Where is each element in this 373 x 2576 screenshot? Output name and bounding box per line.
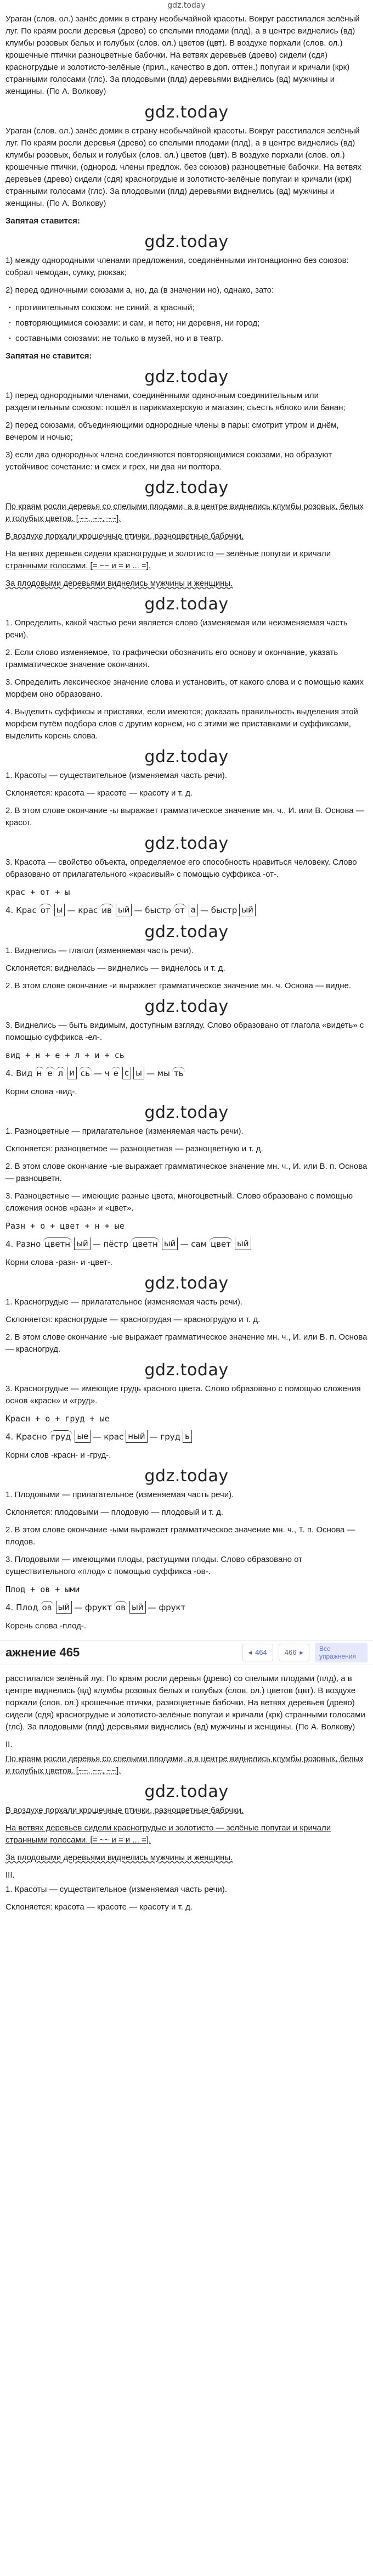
- parsed-sentence-2: В воздухе порхали крошечные птички, разноцветные бабочки.: [5, 531, 244, 541]
- morph-ending: ы: [133, 1067, 144, 1079]
- morph-ending: ый: [235, 1237, 251, 1250]
- analysis-line: Корни слова -вид-.: [5, 1087, 77, 1096]
- parsed-sentence-1: По краям росли деревья со спелыми плодами, а в центре виднелись клумбы розовых, белых и голубых цветов. [~~, ~~, ~~].: [5, 502, 364, 523]
- analysis-line: 1. Красоты — существительное (изменяемая часть речи).: [5, 771, 227, 780]
- analysis-line: 2. В этом слове окончание -ыми выражает грамматическое значение мн. ч., Т. п. Основа — плодов.: [5, 1525, 355, 1547]
- morpheme-scheme: Плод + ов + ыми: [5, 1584, 80, 1594]
- prev-exercise-button[interactable]: [242, 1644, 273, 1661]
- analysis-line: 3. Красота — свойство объекта, определяемое его способность нравиться человеку. Слово образовано от прилагательного «красивый» с помощью суффикса -от-.: [5, 858, 357, 879]
- comma-rule-list: [5, 302, 368, 345]
- section-number: II.: [5, 1740, 13, 1749]
- answer-sentence-2: В воздухе порхали крошечные птички, разноцветные бабочки.: [5, 1806, 244, 1815]
- list-item: · противительным союзом: не синий, а красный;: [5, 302, 368, 314]
- analysis-line: Корень слова -плод-.: [5, 1621, 87, 1631]
- morph-part: — пёстр: [92, 1239, 129, 1249]
- comma-rule-1: 1) между однородными членами предложения, соединёнными интонационно без союзов: собрал чемодан, сумку, рюкзак;: [5, 256, 349, 277]
- analysis-line: 1. Красногрудые — прилагательное (изменяемая часть речи).: [5, 1297, 243, 1307]
- morph-ending: ый: [129, 1601, 146, 1614]
- morpheme-breakdown: [5, 904, 368, 916]
- nocomma-rule-heading: Запятая не ставится:: [5, 351, 92, 361]
- analysis-line: 3. Плодовыми — имеющими плоды, растущими плоды. Слово образовано от существительного «плод» с помощью суффикса -ов-.: [5, 1555, 303, 1576]
- morph-part: 4. Красно: [5, 1432, 47, 1442]
- analysis-line: 3. Виднелись — быть видимым, доступным взгляду. Слово образовано от глагола «видеть» с помощью суффикса -ел-.: [5, 1021, 364, 1042]
- analysis-line: 3. Разноцветные — имеющие разные цвета, многоцветный. Слово образовано с помощью сложения основ «разн» и «цвет».: [5, 1191, 353, 1213]
- word-analysis-1: [5, 770, 368, 916]
- morph-suffix: ть: [172, 1067, 185, 1079]
- exercise-navbar: [0, 1640, 373, 1665]
- task-step-2: 2. Если слово изменяемое, то графически обозначить его основу и окончание, указать грамматическое значение окончания.: [5, 648, 338, 669]
- analysis-line: Склоняется: виднелась — виднелись — виднелось и т. д.: [5, 964, 225, 973]
- all-exercises-button[interactable]: Все упражнения: [315, 1643, 368, 1662]
- morph-root: цветн: [131, 1237, 160, 1250]
- watermark: gdz.today: [144, 367, 229, 387]
- answer-line: 1. Красоты — существительное (изменяемая часть речи).: [5, 1885, 227, 1894]
- answer-block: [5, 1673, 368, 1913]
- morpheme-breakdown: [5, 1430, 368, 1443]
- watermark: gdz.today: [144, 747, 229, 766]
- analysis-line: 3. Красногрудые — имеющие грудь красного цвета. Слово образовано с помощью сложения основ «красн» и «груд».: [5, 1384, 361, 1405]
- morph-root: груд: [49, 1430, 73, 1443]
- watermark: gdz.today: [144, 595, 229, 614]
- exercise-title: ажнение 465: [5, 1645, 80, 1659]
- watermark-top: gdz.today: [167, 1, 206, 10]
- morph-ending: ы: [54, 904, 65, 916]
- task-step-1: 1. Определить, какой частью речи является слово (изменяемая или неизменяемая часть речи).: [5, 618, 348, 640]
- nocomma-rule-3: 3) если два однородных члена соединяются повторяющимися союзами, но образуют устойчивое сочетание: и смех и грех, ни два ни полтора.: [5, 450, 332, 472]
- exercise-text-repeat: расстилался зелёный луг. По краям росли деревья (древо) со спелыми плодами (плд), а в центре виднелись (вд) клумбы розовых белых и голубых (слов. ол.) цветов (цвт). В воздухе порхали (слов. ол.) крошечные птички, разноцветные бабочки. На ветвях деревьев (древо) сидели (сдя) красногрудые и золотисто-зелёные попугаи и кричали (крк) странными голосами (глс). За плодовыми (плд) деревьями виднелись (вд) мужчины и женщины. (По А. Волкову): [5, 1674, 365, 1732]
- nocomma-rule-1: 1) перед однородными членами, соединёнными одиночным соединительным или разделительным союзом: пошёл в парикмахерскую и магазин; съесть яблоко или банан;: [5, 391, 346, 412]
- morpheme-breakdown: [5, 1601, 368, 1614]
- morph-suffix: е: [112, 1067, 120, 1079]
- watermark: gdz.today: [144, 1360, 229, 1380]
- answer-sentence-3: На ветвях деревьев сидели красногрудые и золотисто — зелёные попугаи и кричали странными голосами. [= ~~ и = и ... =].: [5, 1823, 331, 1845]
- exercise-text-annotated: Ураган (слов. ол.) занёс домик в страну необычайной красоты. Вокруг расстилался зелёный луг. По краям росли деревья (древо) со спелыми плодами (плд), а в центре виднелись (вд) клумбы розовых, белых и голубых (слов. ол.) цветов (цвт). В воздухе порхали (слов. ол.) крошечные птички, (однород. члены предлож. без союзов) разноцветные бабочки. На ветвях деревьев (древо) сидели (сдя) красногрудые и золотисто-зелёные попугаи и кричали (крк) странными голосами (глс). За плодовыми (плд) деревьями виднелись (вд) мужчины и женщины. (По А. Волкову): [5, 126, 361, 208]
- morph-suffix: н: [35, 1067, 44, 1079]
- morpheme-scheme: Красн + о + груд + ые: [5, 1414, 110, 1424]
- morph-part: 4. Плод: [5, 1603, 38, 1612]
- watermark: gdz.today: [144, 997, 229, 1016]
- morph-ending: ный: [126, 1430, 147, 1443]
- morpheme-scheme: вид + н + е + л + и + сь: [5, 1050, 125, 1060]
- morph-root: цвет: [209, 1237, 233, 1250]
- comma-rule-heading: Запятая ставится:: [5, 216, 80, 226]
- watermark: gdz.today: [144, 1782, 229, 1801]
- analysis-line: Склоняется: красота — красоте — красоту и т. д.: [5, 788, 193, 798]
- answer-sentence-4: За плодовыми деревьями виднелись мужчины и женщины.: [5, 1853, 233, 1862]
- morph-ending: ый: [74, 1237, 91, 1250]
- morpheme-scheme: крас + от + ы: [5, 887, 70, 897]
- morph-ending: с: [122, 1067, 131, 1079]
- task-step-3: 3. Определить лексическое значение слова и установить, от какого слова и с помощью каких морфем оно образовано.: [5, 677, 364, 699]
- morpheme-scheme: Разн + о + цвет + н + ые: [5, 1221, 125, 1231]
- morpheme-breakdown: [5, 1237, 368, 1250]
- morph-part: — ч: [93, 1068, 110, 1078]
- next-exercise-label: 466: [284, 1648, 297, 1656]
- morph-part: 4. Разно: [5, 1239, 41, 1249]
- morph-ending: а: [189, 904, 198, 916]
- parsed-sentence-3: На ветвях деревьев сидели красногрудые и золотисто — зелёные попугаи и кричали странными голосами. [= ~~ и = и ... =].: [5, 549, 331, 570]
- analysis-line: Склоняется: разноцветное — разноцветная — разноцветную и т. д.: [5, 1144, 263, 1153]
- word-analysis-4: [5, 1296, 368, 1461]
- next-exercise-button[interactable]: [279, 1644, 309, 1661]
- list-item: · составными союзами: не только в музей, но и в театр.: [5, 333, 368, 345]
- morph-ending: ый: [239, 904, 256, 916]
- word-analysis-5: [5, 1489, 368, 1632]
- arrow-right-icon: ▸: [299, 1648, 303, 1656]
- word-analysis-3: [5, 1086, 368, 1269]
- nav-controls: [242, 1643, 368, 1662]
- morph-part: — крас: [67, 905, 98, 915]
- watermark: gdz.today: [144, 922, 229, 942]
- morph-ending: ый: [116, 904, 132, 916]
- section-number: III.: [5, 1871, 15, 1880]
- morph-postfix: сь: [79, 1067, 92, 1079]
- analysis-line: 2. В этом слове окончание -ые выражает грамматическое значение мн. ч., И. или В. п. Основа — красногруд.: [5, 1332, 368, 1354]
- morph-part: — фрукт: [148, 1603, 186, 1612]
- task-step-4: 4. Выделить суффиксы и приставки, если имеются; доказать правильность выделения этой морфем путём подбора слов с другим корнем, но с этими же приставками и суффиксами, выделить корень слова.: [5, 707, 358, 741]
- exercise-text-original: Ураган (слов. ол.) занёс домик в страну необычайной красоты. Вокруг расстилался зелёный луг. По краям росли деревья (древо) со спелыми плодами (плд), а в центре виднелись (вд) клумбы розовых белых и голубых (слов. ол.) цветов (цвт). В воздухе порхали (слов. ол.) крошечные птички разноцветные бабочки. На ветвях деревьев (древо) сидели (сдя) красногрудые и золотисто-зелёные (прил., качество в доп. оттен.) попугаи и кричали (крк) странными голосами (глс). За плодовыми (плд) деревьями виднелись (вд) мужчины и женщины. (По А. Волкову): [5, 14, 360, 96]
- morph-part: — груд: [149, 1432, 181, 1442]
- analysis-line: 2. В этом слове окончание -и выражает грамматическое значение мн. ч. Основа — видне.: [5, 981, 352, 990]
- analysis-line: 1. Плодовыми — прилагательное (изменяемая часть речи).: [5, 1490, 234, 1499]
- answer-line: Склоняется: красота — красоте — красоту и т. д.: [5, 1902, 193, 1912]
- morph-part: — быстр: [134, 905, 171, 915]
- morph-suffix: от: [173, 904, 187, 916]
- morph-ending: ые: [75, 1430, 91, 1443]
- answer-sentence-1: По краям росли деревья со спелыми плодами, а в центре виднелись клумбы розовых, белых и голубых цветов. [~~, ~~, ~~].: [5, 1754, 364, 1776]
- analysis-line: 1. Виднелись — глагол (изменяемая часть речи).: [5, 946, 194, 955]
- watermark: gdz.today: [144, 478, 229, 497]
- morph-ending: ый: [56, 1601, 72, 1614]
- watermark: gdz.today: [144, 1274, 229, 1293]
- analysis-line: Склоняется: плодовыми — плодовую — плодовый и т. д.: [5, 1508, 223, 1517]
- watermark: gdz.today: [144, 1466, 229, 1486]
- morph-suffix: ов: [114, 1601, 127, 1614]
- morph-part: — крас: [93, 1432, 124, 1442]
- arrow-left-icon: ◂: [248, 1648, 252, 1656]
- morph-ending: ь: [183, 1430, 192, 1443]
- morph-suffix: е: [46, 1067, 54, 1079]
- morph-root: цветн: [43, 1237, 72, 1250]
- morph-suffix: ов: [41, 1601, 54, 1614]
- analysis-line: Корни слов -красн- и -груд-.: [5, 1451, 111, 1460]
- watermark: gdz.today: [144, 103, 229, 122]
- morph-part: — быстр: [200, 905, 238, 915]
- list-item: · повторяющимися союзами: и сам, и пето; ни деревня, ни город;: [5, 317, 368, 329]
- morph-suffix: от: [39, 904, 52, 916]
- watermark: gdz.today: [144, 1103, 229, 1122]
- morph-part: — фрукт: [74, 1603, 112, 1612]
- morph-part: — сам: [180, 1239, 207, 1249]
- morph-suffix: ив: [100, 904, 114, 916]
- prev-exercise-label: 464: [255, 1648, 267, 1656]
- watermark: gdz.today: [144, 232, 229, 251]
- morph-ending: ый: [162, 1237, 178, 1250]
- morph-part: 4. Крас: [5, 905, 37, 915]
- morph-ending: и: [67, 1067, 77, 1079]
- nocomma-rule-2: 2) перед союзами, объединяющими однородные члены в пары: смотрит утром и днём, вечером и ночью;: [5, 421, 339, 442]
- analysis-line: 2. В этом слове окончание -ые выражает грамматическое значение мн. ч., И. или В. п. Основа — разноцветн.: [5, 1162, 368, 1183]
- analysis-line: 1. Разноцветные — прилагательное (изменяемая часть речи).: [5, 1127, 244, 1136]
- analysis-line: Корни слова -разн- и -цвет-.: [5, 1258, 112, 1267]
- morph-suffix: л: [56, 1067, 65, 1079]
- watermark: gdz.today: [144, 834, 229, 853]
- morph-part: — мы: [146, 1068, 170, 1078]
- parsed-sentence-4: За плодовыми деревьями виднелись мужчины и женщины.: [5, 579, 233, 588]
- analysis-line: 2. В этом слове окончание -ы выражает грамматическое значение мн. ч., И. или В. Основа — красот.: [5, 806, 364, 827]
- morph-part: 4. Вид: [5, 1068, 33, 1078]
- comma-rule-2: 2) перед одиночными союзами а, но, да (в значении но), однако, зато:: [5, 285, 274, 295]
- morpheme-breakdown: [5, 1067, 368, 1079]
- word-analysis-2: [5, 945, 368, 1079]
- analysis-line: Склоняется: красногрудые — красногрудая — красногрудую и т. д.: [5, 1315, 261, 1324]
